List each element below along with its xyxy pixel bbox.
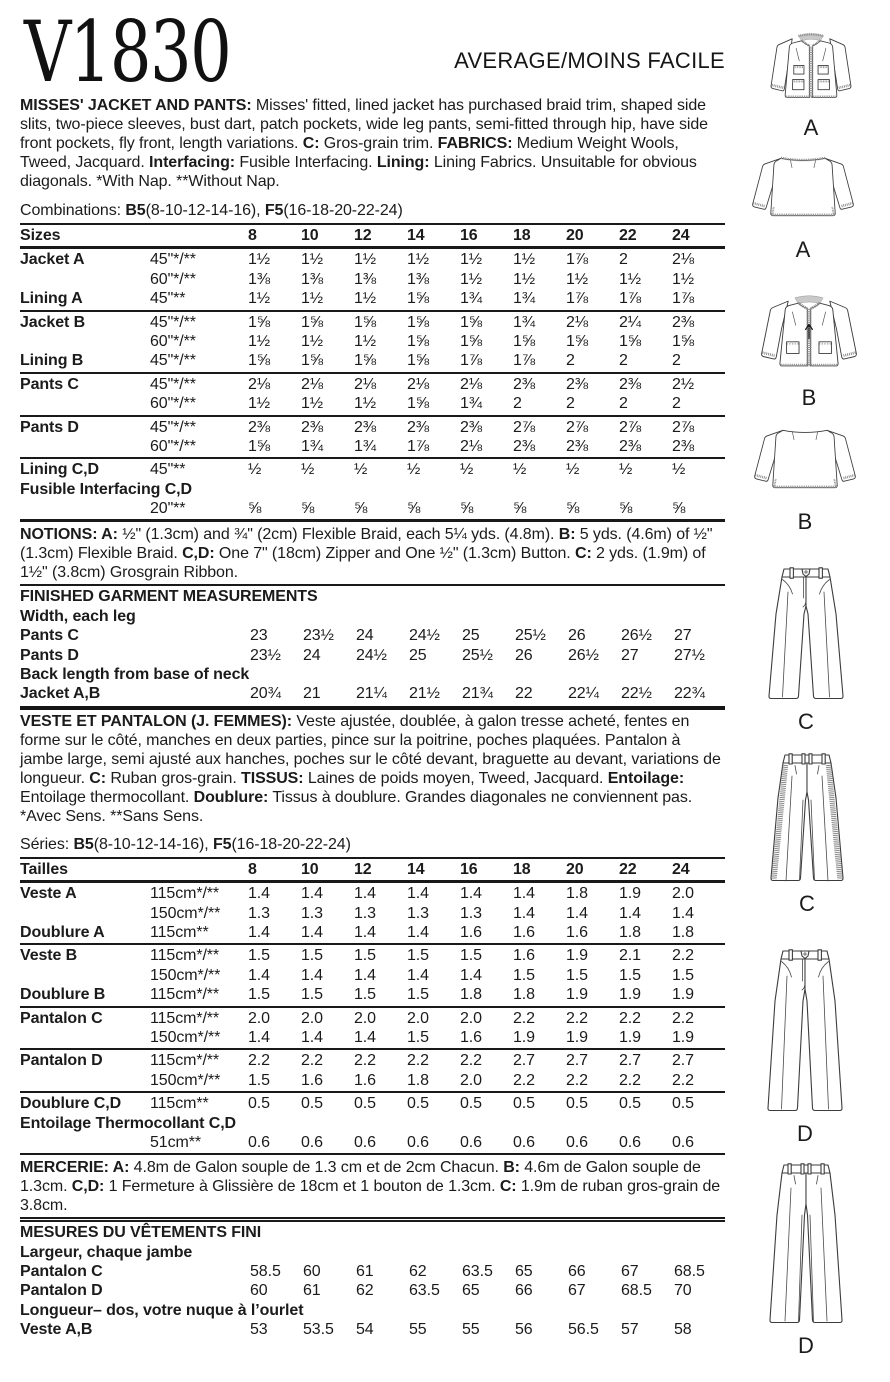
table-row: Pantalon D 115cm*/** 2.2 2.2 2.2 2.2 2.2 2.7 2.7 2.7 2.7 bbox=[20, 1052, 694, 1070]
table-row: Pantalon C 58.5 60 61 62 63.5 65 66 67 68.5 bbox=[20, 1263, 705, 1281]
jacket-b-front-illustration bbox=[755, 292, 863, 382]
finished-measurements-english bbox=[20, 587, 725, 709]
figure-label: B bbox=[801, 384, 817, 410]
description-english: MISSES' JACKET AND PANTS: Misses' fitted, lined jacket has purchased braid trim, shaped side slits, two-piece sleeves, bust dart, patch pockets, wide leg pants, semi-fitted through hip, have side front pockets, fly front, length variations. C: Gros-grain trim. FABRICS: Medium Weight Wools, Tweed, Jacquard. Interfacing: Fusible Interfacing. Lining: Lining Fabrics. Unsuitable for obvious diagonals. *With Nap. **Without Nap. bbox=[20, 97, 708, 190]
figure-label: A bbox=[803, 115, 819, 141]
jacket-b-back-illustration bbox=[750, 424, 860, 506]
description-french: VESTE ET PANTALON (J. FEMMES): Veste ajustée, doublée, à galon tresse acheté, fentes en forme sur le côté, manches en deux parties, pince sur la poitrine, poches plaquées. Pantalon à jambe large, semi ajusté aux hanches, poches sur le côté devant, braguette au devant, variations de longueur. C: Ruban gros-grain. TISSUS: Laines de poids moyen, Tweed, Jacquard. Entoilage: Entoilage thermocollant. Doublure: Tissus à doublure. Grandes diagonales ne conviennent pas. *Avec Sens. **Sans Sens. bbox=[20, 712, 721, 825]
pants-c-back-illustration bbox=[762, 750, 852, 888]
figure-jacket-a-front bbox=[764, 31, 858, 139]
table-row: 60"*/** 1½ 1½ 1½ 1⅝ 1¾ 2 2 2 2 bbox=[150, 395, 681, 413]
table-row: 60"*/** 1½ 1½ 1½ 1⅝ 1⅝ 1⅝ 1⅝ 1⅝ 1⅝ bbox=[150, 332, 695, 350]
table-rule bbox=[20, 1220, 725, 1222]
table-rule bbox=[20, 1006, 725, 1008]
table-rule bbox=[20, 1091, 725, 1093]
section-rule bbox=[20, 1217, 725, 1219]
table-row: Jacket A 45"*/** 1½ 1½ 1½ 1½ 1½ 1½ 1⅞ 2 2⅛ bbox=[20, 251, 695, 269]
table-rule bbox=[20, 415, 725, 417]
figure-label: D bbox=[798, 1333, 814, 1358]
table-row: Lining A 45"** 1½ 1½ 1½ 1⅝ 1¾ 1¾ 1⅞ 1⅞ 1⅞ bbox=[20, 290, 695, 308]
table-row: Width, each leg bbox=[20, 607, 136, 625]
table-row: 150cm*/** 1.4 1.4 1.4 1.4 1.4 1.5 1.5 1.5 1.5 bbox=[150, 966, 694, 984]
table-row: Entoilage Thermocollant C,D bbox=[20, 1114, 236, 1132]
jacket-a-front-illustration bbox=[764, 31, 858, 112]
jacket-a-back-illustration bbox=[748, 152, 858, 234]
table-row: Doublure A 115cm** 1.4 1.4 1.4 1.4 1.6 1.6 1.6 1.8 1.8 bbox=[20, 923, 694, 941]
pants-d-front-illustration bbox=[756, 946, 854, 1118]
figure-label: A bbox=[795, 236, 811, 262]
finished-measurements-french bbox=[20, 1220, 725, 1339]
difficulty-label: AVERAGE/MOINS FACILE bbox=[454, 48, 725, 73]
table-rule bbox=[20, 1153, 725, 1155]
figure-jacket-b-back bbox=[750, 424, 860, 533]
table-rule bbox=[20, 1048, 725, 1050]
figure-label: B bbox=[797, 508, 813, 534]
table-row: MESURES DU VÊTEMENTS FINI bbox=[20, 1224, 262, 1242]
table-rule bbox=[20, 372, 725, 374]
table-row: Doublure B 115cm*/** 1.5 1.5 1.5 1.5 1.8 1.8 1.9 1.9 1.9 bbox=[20, 986, 694, 1004]
table-row: Pants C 45"*/** 2⅛ 2⅛ 2⅛ 2⅛ 2⅛ 2⅜ 2⅜ 2⅜ 2½ bbox=[20, 375, 695, 393]
mercerie-paragraph: MERCERIE: A: 4.8m de Galon souple de 1.3 cm et de 2cm Chacun. B: 4.6m de Galon souple de 1.3cm. C,D: 1 Fermeture à Glissière de 18cm et 1 bouton de 1.3cm. C: 1.9m de ruban gros-grain de 3.8cm. bbox=[20, 1159, 721, 1215]
figure-jacket-a-back bbox=[748, 152, 858, 261]
table-row: 150cm*/** 1.4 1.4 1.4 1.5 1.6 1.9 1.9 1.9 1.9 bbox=[150, 1028, 694, 1046]
table-rule bbox=[20, 246, 725, 249]
table-rule bbox=[20, 519, 725, 522]
table-row: Veste A,B 53 53.5 54 55 55 56 56.5 57 58 bbox=[20, 1321, 692, 1339]
combinations-line: Combinations: B5(8-10-12-14-16), F5(16-18-20-22-24) bbox=[20, 202, 403, 219]
figure-pants-c-back bbox=[762, 750, 852, 915]
table-row: Pants D 45"*/** 2⅜ 2⅜ 2⅜ 2⅜ 2⅜ 2⅞ 2⅞ 2⅞ 2⅞ bbox=[20, 418, 695, 436]
table-rule bbox=[20, 310, 725, 312]
pattern-number: V1830 bbox=[24, 3, 231, 101]
pants-c-front-illustration bbox=[758, 564, 854, 706]
section-rule bbox=[20, 584, 725, 586]
yardage-table-english bbox=[20, 223, 725, 522]
table-rule bbox=[20, 943, 725, 945]
table-row: Pantalon C 115cm*/** 2.0 2.0 2.0 2.0 2.0 2.2 2.2 2.2 2.2 bbox=[20, 1009, 694, 1027]
table-row: Doublure C,D 115cm** 0.5 0.5 0.5 0.5 0.5 0.5 0.5 0.5 0.5 bbox=[20, 1095, 694, 1113]
table-row: 150cm*/** 1.3 1.3 1.3 1.3 1.3 1.4 1.4 1.4 1.4 bbox=[150, 904, 694, 922]
table-rule bbox=[20, 457, 725, 459]
table-rule bbox=[20, 857, 725, 859]
table-row: Lining C,D 45"** ½ ½ ½ ½ ½ ½ ½ ½ ½ bbox=[20, 461, 686, 479]
figure-pants-c-front bbox=[758, 564, 854, 733]
figure-jacket-b-front bbox=[755, 292, 863, 409]
table-row: Back length from base of neck bbox=[20, 666, 250, 684]
table-row: 51cm** 0.6 0.6 0.6 0.6 0.6 0.6 0.6 0.6 0.6 bbox=[150, 1133, 694, 1151]
table-row: Veste A 115cm*/** 1.4 1.4 1.4 1.4 1.4 1.4 1.8 1.9 2.0 bbox=[20, 885, 694, 903]
figure-label: C bbox=[799, 891, 815, 916]
table-rule bbox=[20, 223, 725, 225]
table-row: Pantalon D 60 61 62 63.5 65 66 67 68.5 70 bbox=[20, 1282, 692, 1300]
table-row: Largeur, chaque jambe bbox=[20, 1243, 193, 1261]
series-line: Séries: B5(8-10-12-14-16), F5(16-18-20-22-24) bbox=[20, 835, 351, 853]
table-rule bbox=[20, 880, 725, 883]
table-row: Jacket B 45"*/** 1⅝ 1⅝ 1⅝ 1⅝ 1⅝ 1¾ 2⅛ 2¼ 2⅜ bbox=[20, 313, 695, 331]
table-header-row: Tailles 8 10 12 14 16 18 20 22 24 bbox=[20, 860, 690, 878]
table-row: Longueur– dos, votre nuque à l’ourlet bbox=[20, 1301, 304, 1319]
table-row: Jacket A,B 20¾ 21 21¼ 21½ 21¾ 22 22¼ 22½ 22¾ bbox=[20, 685, 705, 703]
table-row: Lining B 45"*/** 1⅝ 1⅝ 1⅝ 1⅝ 1⅞ 1⅞ 2 2 2 bbox=[20, 352, 681, 370]
table-row: 150cm*/** 1.5 1.6 1.6 1.8 2.0 2.2 2.2 2.2 2.2 bbox=[150, 1071, 694, 1089]
table-header-row: Sizes 8 10 12 14 16 18 20 22 24 bbox=[20, 227, 690, 244]
figure-label: D bbox=[797, 1121, 813, 1146]
pants-d-back-illustration bbox=[760, 1160, 852, 1330]
table-rule bbox=[20, 706, 725, 710]
yardage-table-french bbox=[20, 857, 725, 1155]
table-row: Pants C 23 23½ 24 24½ 25 25½ 26 26½ 27 bbox=[20, 627, 692, 645]
table-row: 60"*/** 1⅝ 1¾ 1¾ 1⅞ 2⅛ 2⅜ 2⅜ 2⅜ 2⅜ bbox=[150, 437, 695, 455]
table-row: Fusible Interfacing C,D bbox=[20, 480, 192, 498]
table-row: 20"** ⅝ ⅝ ⅝ ⅝ ⅝ ⅝ ⅝ ⅝ ⅝ bbox=[150, 500, 686, 518]
table-row: FINISHED GARMENT MEASUREMENTS bbox=[20, 588, 318, 606]
table-row: 60"*/** 1⅜ 1⅜ 1⅜ 1⅜ 1½ 1½ 1½ 1½ 1½ bbox=[150, 270, 695, 288]
figure-label: C bbox=[798, 709, 814, 734]
figure-pants-d-front bbox=[756, 946, 854, 1145]
table-row: Pants D 23½ 24 24½ 25 25½ 26 26½ 27 27½ bbox=[20, 646, 705, 664]
figure-pants-d-back bbox=[760, 1160, 852, 1357]
notions-paragraph: NOTIONS: A: ½" (1.3cm) and ¾" (2cm) Flexible Braid, each 5¼ yds. (4.8m). B: 5 yds. (4.6m) of ½" (1.3cm) Flexible Braid. C,D: One 7" (18cm) Zipper and One ½" (1.3cm) Button. C: 2 yds. (1.9m) of 1½" (3.8cm) Grosgrain Ribbon. bbox=[20, 526, 713, 582]
table-row: Veste B 115cm*/** 1.5 1.5 1.5 1.5 1.5 1.6 1.9 2.1 2.2 bbox=[20, 947, 694, 965]
text-column bbox=[20, 96, 725, 1340]
